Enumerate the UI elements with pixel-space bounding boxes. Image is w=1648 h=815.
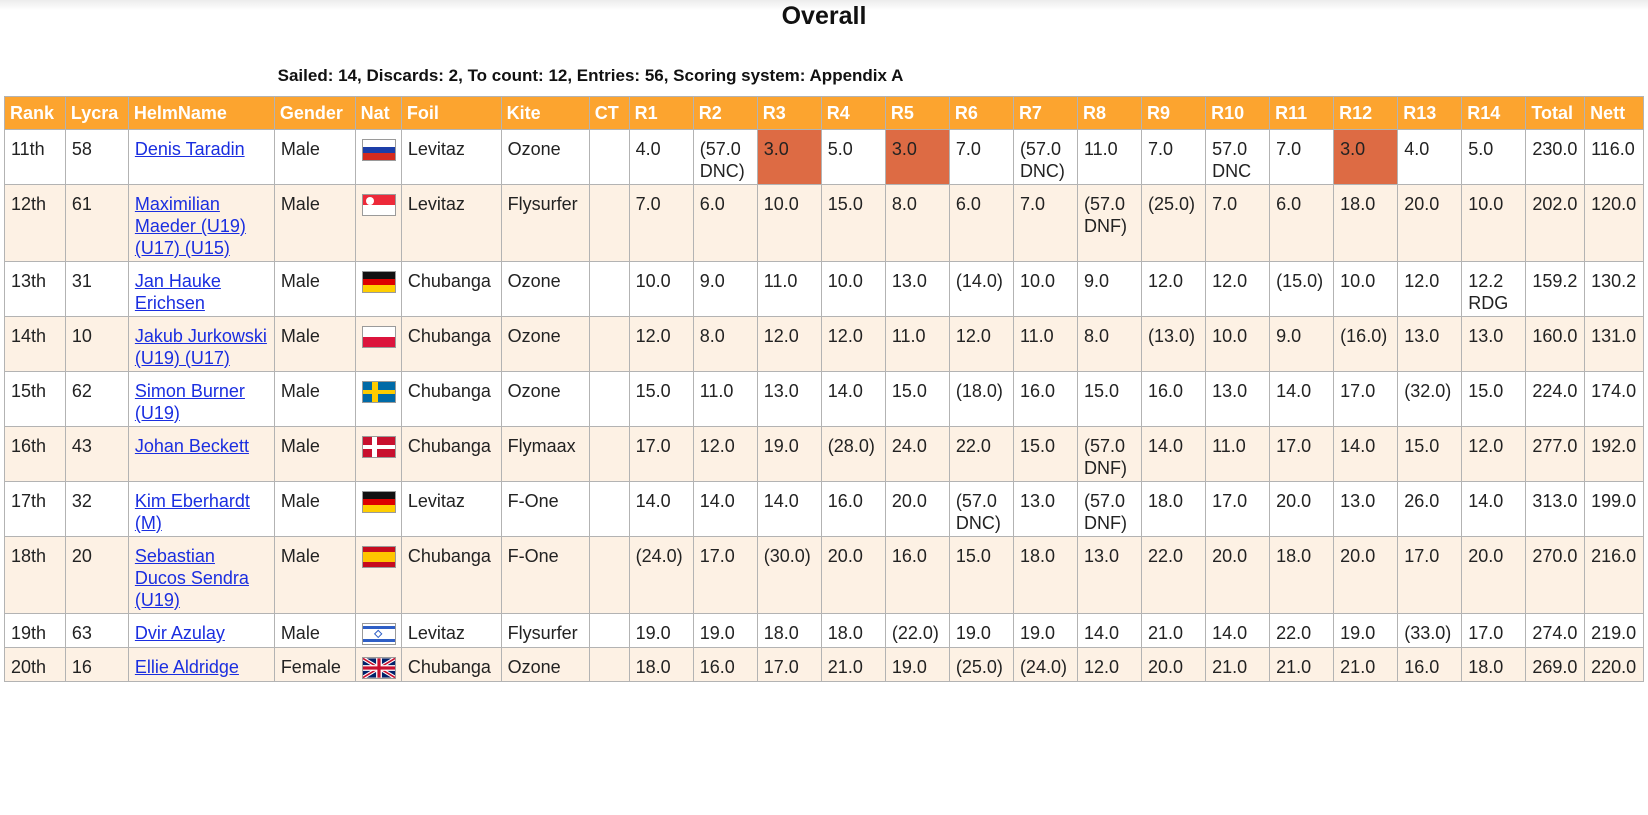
race-r3-cell: 17.0 xyxy=(757,648,821,682)
foil-cell: Chubanga xyxy=(401,262,501,317)
race-r8-cell: 9.0 xyxy=(1077,262,1141,317)
table-row xyxy=(5,614,1644,648)
column-header-r11[interactable]: R11 xyxy=(1270,97,1334,130)
lycra-cell: 43 xyxy=(65,427,128,482)
nat-cell xyxy=(355,185,401,262)
column-header-rank[interactable]: Rank xyxy=(5,97,66,130)
lycra-cell: 58 xyxy=(65,130,128,185)
race-r13-cell: 16.0 xyxy=(1398,648,1462,682)
ct-cell xyxy=(589,427,629,482)
total-cell: 270.0 xyxy=(1526,537,1585,614)
nett-cell: 199.0 xyxy=(1585,482,1644,537)
lycra-cell: 20 xyxy=(65,537,128,614)
race-r13-cell: 20.0 xyxy=(1398,185,1462,262)
race-r5-cell: 16.0 xyxy=(885,537,949,614)
gender-cell: Male xyxy=(274,262,355,317)
race-r13-cell: 12.0 xyxy=(1398,262,1462,317)
race-r1-cell: 15.0 xyxy=(629,372,693,427)
column-header-total[interactable]: Total xyxy=(1526,97,1585,130)
table-row xyxy=(5,482,1644,537)
rank-cell: 18th xyxy=(5,537,66,614)
race-r6-cell: (57.0 DNC) xyxy=(949,482,1013,537)
nat-cell xyxy=(355,648,401,682)
race-r3-cell: 18.0 xyxy=(757,614,821,648)
race-r5-cell: 13.0 xyxy=(885,262,949,317)
race-r12-cell: 21.0 xyxy=(1334,648,1398,682)
ct-cell xyxy=(589,130,629,185)
race-r6-cell: 22.0 xyxy=(949,427,1013,482)
race-r2-cell: 17.0 xyxy=(693,537,757,614)
race-r11-cell: 9.0 xyxy=(1270,317,1334,372)
column-header-r6[interactable]: R6 xyxy=(949,97,1013,130)
helm-name-link[interactable]: Johan Beckett xyxy=(134,436,249,456)
gender-cell: Male xyxy=(274,427,355,482)
nett-cell: 120.0 xyxy=(1585,185,1644,262)
race-r4-cell: 18.0 xyxy=(821,614,885,648)
race-r13-cell: 15.0 xyxy=(1398,427,1462,482)
helm-name-link[interactable]: Ellie Aldridge xyxy=(134,657,239,677)
race-r7-cell: 13.0 xyxy=(1013,482,1077,537)
race-r8-cell: 13.0 xyxy=(1077,537,1141,614)
race-r6-cell: 7.0 xyxy=(949,130,1013,185)
helm-name-cell xyxy=(128,537,274,614)
race-r13-cell: (32.0) xyxy=(1398,372,1462,427)
race-r9-cell: 18.0 xyxy=(1142,482,1206,537)
race-r1-cell: 7.0 xyxy=(629,185,693,262)
lycra-cell: 10 xyxy=(65,317,128,372)
spain-flag-icon xyxy=(362,546,396,568)
race-r8-cell: 11.0 xyxy=(1077,130,1141,185)
race-r12-cell: 13.0 xyxy=(1334,482,1398,537)
nat-cell xyxy=(355,614,401,648)
helm-name-link[interactable]: Kim Eberhardt (M) xyxy=(134,491,250,533)
page-title: Overall xyxy=(781,2,867,30)
race-r6-cell: 19.0 xyxy=(949,614,1013,648)
race-r4-cell: 20.0 xyxy=(821,537,885,614)
great-britain-flag-icon xyxy=(362,657,396,679)
foil-cell: Chubanga xyxy=(401,317,501,372)
race-r11-cell: (15.0) xyxy=(1270,262,1334,317)
foil-cell: Levitaz xyxy=(401,614,501,648)
race-r7-cell: (24.0) xyxy=(1013,648,1077,682)
foil-cell: Levitaz xyxy=(401,482,501,537)
gender-cell: Male xyxy=(274,185,355,262)
lycra-cell: 63 xyxy=(65,614,128,648)
race-r1-cell: 14.0 xyxy=(629,482,693,537)
race-r7-cell: 19.0 xyxy=(1013,614,1077,648)
total-cell: 274.0 xyxy=(1526,614,1585,648)
table-row xyxy=(5,130,1644,185)
gender-cell: Male xyxy=(274,482,355,537)
column-header-r14[interactable]: R14 xyxy=(1462,97,1526,130)
race-r9-cell: 21.0 xyxy=(1142,614,1206,648)
race-r4-cell: (28.0) xyxy=(821,427,885,482)
race-r10-cell: 11.0 xyxy=(1206,427,1270,482)
helm-name-cell xyxy=(128,262,274,317)
table-row xyxy=(5,648,1644,682)
race-r13-cell: 4.0 xyxy=(1398,130,1462,185)
column-header-nett[interactable]: Nett xyxy=(1585,97,1644,130)
column-header-r13[interactable]: R13 xyxy=(1398,97,1462,130)
nett-cell: 174.0 xyxy=(1585,372,1644,427)
header-row xyxy=(5,97,1644,130)
kite-cell: Flysurfer xyxy=(501,185,589,262)
helm-name-cell xyxy=(128,427,274,482)
race-r2-cell: 9.0 xyxy=(693,262,757,317)
kite-cell: F-One xyxy=(501,537,589,614)
table-row xyxy=(5,427,1644,482)
race-r1-cell: 18.0 xyxy=(629,648,693,682)
race-r12-cell: 17.0 xyxy=(1334,372,1398,427)
nat-cell xyxy=(355,482,401,537)
column-header-helmname[interactable]: HelmName xyxy=(128,97,274,130)
foil-cell: Chubanga xyxy=(401,537,501,614)
race-r14-cell: 17.0 xyxy=(1462,614,1526,648)
nett-cell: 131.0 xyxy=(1585,317,1644,372)
race-r7-cell: 18.0 xyxy=(1013,537,1077,614)
foil-cell: Chubanga xyxy=(401,427,501,482)
column-header-r10[interactable]: R10 xyxy=(1206,97,1270,130)
race-r9-cell: (13.0) xyxy=(1142,317,1206,372)
race-r8-cell: 12.0 xyxy=(1077,648,1141,682)
ct-cell xyxy=(589,482,629,537)
column-header-foil[interactable]: Foil xyxy=(401,97,501,130)
race-r8-cell: 8.0 xyxy=(1077,317,1141,372)
race-r1-cell: 19.0 xyxy=(629,614,693,648)
gender-cell: Male xyxy=(274,130,355,185)
total-cell: 202.0 xyxy=(1526,185,1585,262)
helm-name-cell xyxy=(128,648,274,682)
race-r13-cell: 13.0 xyxy=(1398,317,1462,372)
germany-flag-icon xyxy=(362,491,396,513)
race-r12-cell: 18.0 xyxy=(1334,185,1398,262)
column-header-r12[interactable]: R12 xyxy=(1334,97,1398,130)
nett-cell: 219.0 xyxy=(1585,614,1644,648)
race-r3-cell: 13.0 xyxy=(757,372,821,427)
kite-cell: Flymaax xyxy=(501,427,589,482)
kite-cell: Ozone xyxy=(501,372,589,427)
ct-cell xyxy=(589,372,629,427)
race-r2-cell: 12.0 xyxy=(693,427,757,482)
race-r12-cell: 20.0 xyxy=(1334,537,1398,614)
total-cell: 313.0 xyxy=(1526,482,1585,537)
rank-cell: 20th xyxy=(5,648,66,682)
total-cell: 160.0 xyxy=(1526,317,1585,372)
nat-cell xyxy=(355,317,401,372)
race-r2-cell: 16.0 xyxy=(693,648,757,682)
race-r9-cell: 7.0 xyxy=(1142,130,1206,185)
nett-cell: 116.0 xyxy=(1585,130,1644,185)
sweden-flag-icon xyxy=(362,381,396,403)
race-r11-cell: 20.0 xyxy=(1270,482,1334,537)
race-r10-cell: 10.0 xyxy=(1206,317,1270,372)
total-cell: 224.0 xyxy=(1526,372,1585,427)
ct-cell xyxy=(589,317,629,372)
race-r12-cell: 3.0 xyxy=(1334,130,1398,185)
column-header-r9[interactable]: R9 xyxy=(1142,97,1206,130)
ct-cell xyxy=(589,537,629,614)
helm-name-cell xyxy=(128,185,274,262)
race-r2-cell: 11.0 xyxy=(693,372,757,427)
race-r3-cell: 11.0 xyxy=(757,262,821,317)
helm-name-cell xyxy=(128,482,274,537)
ct-cell xyxy=(589,185,629,262)
race-r12-cell: 14.0 xyxy=(1334,427,1398,482)
ct-cell xyxy=(589,648,629,682)
race-r14-cell: 13.0 xyxy=(1462,317,1526,372)
race-r9-cell: 16.0 xyxy=(1142,372,1206,427)
race-r3-cell: 3.0 xyxy=(757,130,821,185)
column-header-r3[interactable]: R3 xyxy=(757,97,821,130)
race-r7-cell: 15.0 xyxy=(1013,427,1077,482)
race-r5-cell: 24.0 xyxy=(885,427,949,482)
race-r4-cell: 12.0 xyxy=(821,317,885,372)
column-header-r7[interactable]: R7 xyxy=(1013,97,1077,130)
race-r10-cell: 21.0 xyxy=(1206,648,1270,682)
race-r14-cell: 14.0 xyxy=(1462,482,1526,537)
race-r5-cell: 19.0 xyxy=(885,648,949,682)
nat-cell xyxy=(355,427,401,482)
race-r9-cell: (25.0) xyxy=(1142,185,1206,262)
race-r11-cell: 6.0 xyxy=(1270,185,1334,262)
nat-cell xyxy=(355,262,401,317)
race-r6-cell: 12.0 xyxy=(949,317,1013,372)
nat-cell xyxy=(355,537,401,614)
race-r2-cell: 8.0 xyxy=(693,317,757,372)
nett-cell: 130.2 xyxy=(1585,262,1644,317)
column-header-r1[interactable]: R1 xyxy=(629,97,693,130)
helm-name-link[interactable]: Jan Hauke Erichsen xyxy=(134,271,221,313)
race-r7-cell: 10.0 xyxy=(1013,262,1077,317)
race-r6-cell: (14.0) xyxy=(949,262,1013,317)
race-r11-cell: 17.0 xyxy=(1270,427,1334,482)
rank-cell: 15th xyxy=(5,372,66,427)
race-r5-cell: 11.0 xyxy=(885,317,949,372)
ct-cell xyxy=(589,614,629,648)
table-row xyxy=(5,537,1644,614)
helm-name-link[interactable]: Jakub Jurkowski (U19) (U17) xyxy=(134,326,267,368)
nat-cell xyxy=(355,372,401,427)
race-r8-cell: (57.0 DNF) xyxy=(1077,482,1141,537)
helm-name-link[interactable]: Dvir Azulay xyxy=(134,623,225,643)
race-r4-cell: 15.0 xyxy=(821,185,885,262)
race-r2-cell: 19.0 xyxy=(693,614,757,648)
total-cell: 277.0 xyxy=(1526,427,1585,482)
race-r14-cell: 12.2 RDG xyxy=(1462,262,1526,317)
race-r10-cell: 20.0 xyxy=(1206,537,1270,614)
helm-name-link[interactable]: Maximilian Maeder (U19) (U17) (U15) xyxy=(134,194,246,258)
rank-cell: 12th xyxy=(5,185,66,262)
race-r8-cell: 15.0 xyxy=(1077,372,1141,427)
helm-name-cell xyxy=(128,614,274,648)
lycra-cell: 32 xyxy=(65,482,128,537)
race-r7-cell: 16.0 xyxy=(1013,372,1077,427)
race-r14-cell: 20.0 xyxy=(1462,537,1526,614)
ct-cell xyxy=(589,262,629,317)
lycra-cell: 31 xyxy=(65,262,128,317)
russia-flag-icon xyxy=(362,139,396,161)
total-cell: 159.2 xyxy=(1526,262,1585,317)
race-r10-cell: 57.0 DNC xyxy=(1206,130,1270,185)
race-r8-cell: (57.0 DNF) xyxy=(1077,427,1141,482)
race-r5-cell: 8.0 xyxy=(885,185,949,262)
race-r3-cell: 14.0 xyxy=(757,482,821,537)
kite-cell: Flysurfer xyxy=(501,614,589,648)
race-r4-cell: 21.0 xyxy=(821,648,885,682)
column-header-ct[interactable]: CT xyxy=(589,97,629,130)
race-r4-cell: 16.0 xyxy=(821,482,885,537)
israel-flag-icon xyxy=(362,623,396,645)
race-r3-cell: 19.0 xyxy=(757,427,821,482)
rank-cell: 13th xyxy=(5,262,66,317)
helm-name-link[interactable]: Sebastian Ducos Sendra (U19) xyxy=(134,546,249,610)
race-r14-cell: 18.0 xyxy=(1462,648,1526,682)
kite-cell: F-One xyxy=(501,482,589,537)
foil-cell: Levitaz xyxy=(401,130,501,185)
nett-cell: 192.0 xyxy=(1585,427,1644,482)
poland-flag-icon xyxy=(362,326,396,348)
race-r13-cell: (33.0) xyxy=(1398,614,1462,648)
rank-cell: 16th xyxy=(5,427,66,482)
race-r10-cell: 14.0 xyxy=(1206,614,1270,648)
race-r2-cell: (57.0 DNC) xyxy=(693,130,757,185)
column-header-r2[interactable]: R2 xyxy=(693,97,757,130)
gender-cell: Male xyxy=(274,537,355,614)
foil-cell: Chubanga xyxy=(401,648,501,682)
singapore-flag-icon xyxy=(362,194,396,216)
lycra-cell: 61 xyxy=(65,185,128,262)
lycra-cell: 16 xyxy=(65,648,128,682)
race-r2-cell: 14.0 xyxy=(693,482,757,537)
race-r3-cell: 10.0 xyxy=(757,185,821,262)
race-r5-cell: 3.0 xyxy=(885,130,949,185)
nett-cell: 220.0 xyxy=(1585,648,1644,682)
race-r1-cell: 10.0 xyxy=(629,262,693,317)
race-r1-cell: (24.0) xyxy=(629,537,693,614)
total-cell: 269.0 xyxy=(1526,648,1585,682)
nett-cell: 216.0 xyxy=(1585,537,1644,614)
race-r13-cell: 26.0 xyxy=(1398,482,1462,537)
race-r10-cell: 17.0 xyxy=(1206,482,1270,537)
race-r5-cell: 15.0 xyxy=(885,372,949,427)
race-r12-cell: 19.0 xyxy=(1334,614,1398,648)
table-row xyxy=(5,185,1644,262)
results-table xyxy=(4,96,1644,682)
race-r7-cell: (57.0 DNC) xyxy=(1013,130,1077,185)
race-r1-cell: 17.0 xyxy=(629,427,693,482)
rank-cell: 19th xyxy=(5,614,66,648)
table-row xyxy=(5,372,1644,427)
column-header-r8[interactable]: R8 xyxy=(1077,97,1141,130)
race-r7-cell: 7.0 xyxy=(1013,185,1077,262)
table-row xyxy=(5,262,1644,317)
total-cell: 230.0 xyxy=(1526,130,1585,185)
race-r4-cell: 14.0 xyxy=(821,372,885,427)
race-r1-cell: 12.0 xyxy=(629,317,693,372)
kite-cell: Ozone xyxy=(501,317,589,372)
rank-cell: 14th xyxy=(5,317,66,372)
column-header-r4[interactable]: R4 xyxy=(821,97,885,130)
race-r11-cell: 18.0 xyxy=(1270,537,1334,614)
race-r7-cell: 11.0 xyxy=(1013,317,1077,372)
gender-cell: Male xyxy=(274,614,355,648)
germany-flag-icon xyxy=(362,271,396,293)
race-r10-cell: 7.0 xyxy=(1206,185,1270,262)
race-r6-cell: (18.0) xyxy=(949,372,1013,427)
race-r14-cell: 10.0 xyxy=(1462,185,1526,262)
race-r8-cell: (57.0 DNF) xyxy=(1077,185,1141,262)
race-r5-cell: 20.0 xyxy=(885,482,949,537)
kite-cell: Ozone xyxy=(501,648,589,682)
helm-name-cell xyxy=(128,372,274,427)
gender-cell: Male xyxy=(274,372,355,427)
lycra-cell: 62 xyxy=(65,372,128,427)
helm-name-cell xyxy=(128,317,274,372)
race-r11-cell: 22.0 xyxy=(1270,614,1334,648)
helm-name-link[interactable]: Denis Taradin xyxy=(134,139,245,159)
nat-cell xyxy=(355,130,401,185)
foil-cell: Levitaz xyxy=(401,185,501,262)
column-header-gender[interactable]: Gender xyxy=(274,97,355,130)
race-r14-cell: 12.0 xyxy=(1462,427,1526,482)
race-r14-cell: 15.0 xyxy=(1462,372,1526,427)
race-r4-cell: 5.0 xyxy=(821,130,885,185)
race-r9-cell: 14.0 xyxy=(1142,427,1206,482)
gender-cell: Female xyxy=(274,648,355,682)
kite-cell: Ozone xyxy=(501,262,589,317)
gender-cell: Male xyxy=(274,317,355,372)
rank-cell: 17th xyxy=(5,482,66,537)
race-r3-cell: (30.0) xyxy=(757,537,821,614)
race-r12-cell: 10.0 xyxy=(1334,262,1398,317)
table-row xyxy=(5,317,1644,372)
race-r5-cell: (22.0) xyxy=(885,614,949,648)
helm-name-link[interactable]: Simon Burner (U19) xyxy=(134,381,245,423)
race-r6-cell: (25.0) xyxy=(949,648,1013,682)
race-r10-cell: 12.0 xyxy=(1206,262,1270,317)
race-r12-cell: (16.0) xyxy=(1334,317,1398,372)
race-r6-cell: 15.0 xyxy=(949,537,1013,614)
column-header-lycra[interactable]: Lycra xyxy=(65,97,128,130)
race-r10-cell: 13.0 xyxy=(1206,372,1270,427)
race-r11-cell: 21.0 xyxy=(1270,648,1334,682)
race-r6-cell: 6.0 xyxy=(949,185,1013,262)
race-r9-cell: 12.0 xyxy=(1142,262,1206,317)
race-r14-cell: 5.0 xyxy=(1462,130,1526,185)
race-r2-cell: 6.0 xyxy=(693,185,757,262)
race-r3-cell: 12.0 xyxy=(757,317,821,372)
kite-cell: Ozone xyxy=(501,130,589,185)
race-r11-cell: 7.0 xyxy=(1270,130,1334,185)
column-header-nat[interactable]: Nat xyxy=(355,97,401,130)
race-r8-cell: 14.0 xyxy=(1077,614,1141,648)
race-r4-cell: 10.0 xyxy=(821,262,885,317)
denmark-flag-icon xyxy=(362,436,396,458)
race-r1-cell: 4.0 xyxy=(629,130,693,185)
race-r9-cell: 22.0 xyxy=(1142,537,1206,614)
race-r13-cell: 17.0 xyxy=(1398,537,1462,614)
race-r11-cell: 14.0 xyxy=(1270,372,1334,427)
race-r9-cell: 20.0 xyxy=(1142,648,1206,682)
rank-cell: 11th xyxy=(5,130,66,185)
column-header-kite[interactable]: Kite xyxy=(501,97,589,130)
foil-cell: Chubanga xyxy=(401,372,501,427)
column-header-r5[interactable]: R5 xyxy=(885,97,949,130)
helm-name-cell xyxy=(128,130,274,185)
series-summary: Sailed: 14, Discards: 2, To count: 12, Entries: 56, Scoring system: Appendix A xyxy=(277,66,904,85)
